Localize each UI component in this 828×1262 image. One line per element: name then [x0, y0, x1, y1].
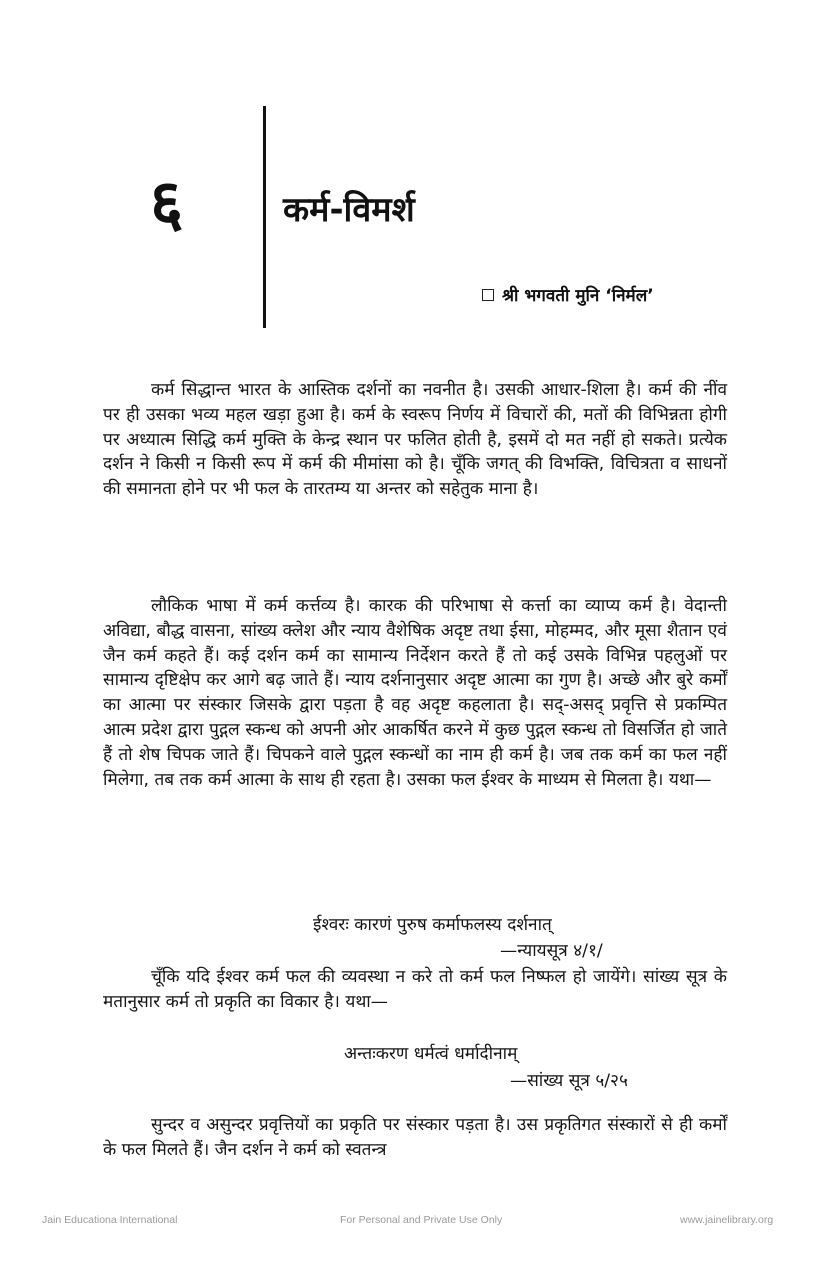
footer-publisher: Jain Educationa International: [42, 1214, 178, 1226]
paragraph-text: लौकिक भाषा में कर्म कर्त्तव्य है। कारक की परिभाषा से कर्त्ता का व्याप्य कर्म है। वेदान्ती अविद्या, बौद्ध वासना, सांख्य क्लेश और न्याय वैशेषिक अदृष्ट तथा ईसा, मोहम्मद, और मूसा शैतान एवं जैन कर्म कहते हैं। कई दर्शन कर्म का सामान्य निर्देशन करते हैं तो कई उसके विभिन्न पहलुओं पर सामान्य दृष्टिक्षेप कर आगे बढ़ जाते हैं। न्याय दर्शनानुसार अदृष्ट आत्मा का गुण है। अच्छे और बुरे कर्मों का आत्मा पर संस्कार जिसके द्वारा पड़ता है वह अदृष्ट कहलाता है। सद्-असद् प्रवृत्ति से प्रकम्पित आत्म प्रदेश द्वारा पुद्गल स्कन्ध को अपनी ओर आकर्षित करने में कुछ पुद्गल स्कन्ध तो विसर्जित हो जाते हैं तो शेष चिपक जाते हैं। चिपकने वाले पुद्गल स्कन्धों का नाम ही कर्म है। जब तक कर्म का फल नहीं मिलेगा, तब तक कर्म आत्मा के साथ ही रहता है। उसका फल ईश्वर के माध्यम से मिलता है। यथा—: [103, 596, 727, 790]
paragraph-3: [103, 965, 727, 1015]
quote-nyaya-sutra: ईश्वरः कारणं पुरुष कर्माफलस्य दर्शनात्: [313, 915, 552, 935]
paragraph-4: [103, 1113, 727, 1163]
chapter-number: ६: [150, 167, 184, 241]
author-byline: [482, 283, 654, 306]
header-divider: [263, 106, 266, 328]
author-name: श्री भगवती मुनि ‘निर्मल’: [502, 286, 654, 306]
paragraph-text: कर्म सिद्धान्त भारत के आस्तिक दर्शनों का नवनीत है। उसकी आधार-शिला है। कर्म की नींव पर ही उसका भव्य महल खड़ा हुआ है। कर्म के स्वरूप निर्णय में विचारों की, मतों की विभिन्नता होगी पर अध्यात्म सिद्धि कर्म मुक्ति के केन्द्र स्थान पर फलित होती है, इसमें दो मत नहीं हो सकते। प्रत्येक दर्शन ने किसी न किसी रूप में कर्म की मीमांसा को है। चूँकि जगत् की विभक्ति, विचित्रता व साधनों की समानता होने पर भी फल के तारतम्य या अन्तर को सहेतुक माना है।: [103, 380, 727, 500]
square-bullet-icon: [482, 289, 494, 301]
quote-sankhya-sutra: अन्तःकरण धर्मत्वं धर्मादीनाम्: [344, 1044, 518, 1064]
chapter-title: कर्म-विमर्श: [283, 190, 415, 230]
footer-usage-note: For Personal and Private Use Only: [340, 1214, 503, 1226]
quote-source-sankhya-sutra: —सांख्य सूत्र ५/२५: [510, 1071, 628, 1091]
paragraph-1: [103, 378, 727, 502]
paragraph-2: [103, 594, 727, 792]
paragraph-text: सुन्दर व असुन्दर प्रवृत्तियों का प्रकृति पर संस्कार पड़ता है। उस प्रकृतिगत संस्कारों से ही कर्मों के फल मिलते हैं। जैन दर्शन ने कर्म को स्वतन्त्र: [103, 1115, 727, 1160]
paragraph-text: चूँकि यदि ईश्वर कर्म फल की व्यवस्था न करे तो कर्म फल निष्फल हो जायेंगे। सांख्य सूत्र के मतानुसार कर्म तो प्रकृति का विकार है। यथा—: [103, 967, 727, 1012]
footer-website-link[interactable]: www.jainelibrary.org: [680, 1214, 774, 1226]
quote-source-nyaya-sutra: —न्यायसूत्र ४/१/: [500, 941, 603, 961]
